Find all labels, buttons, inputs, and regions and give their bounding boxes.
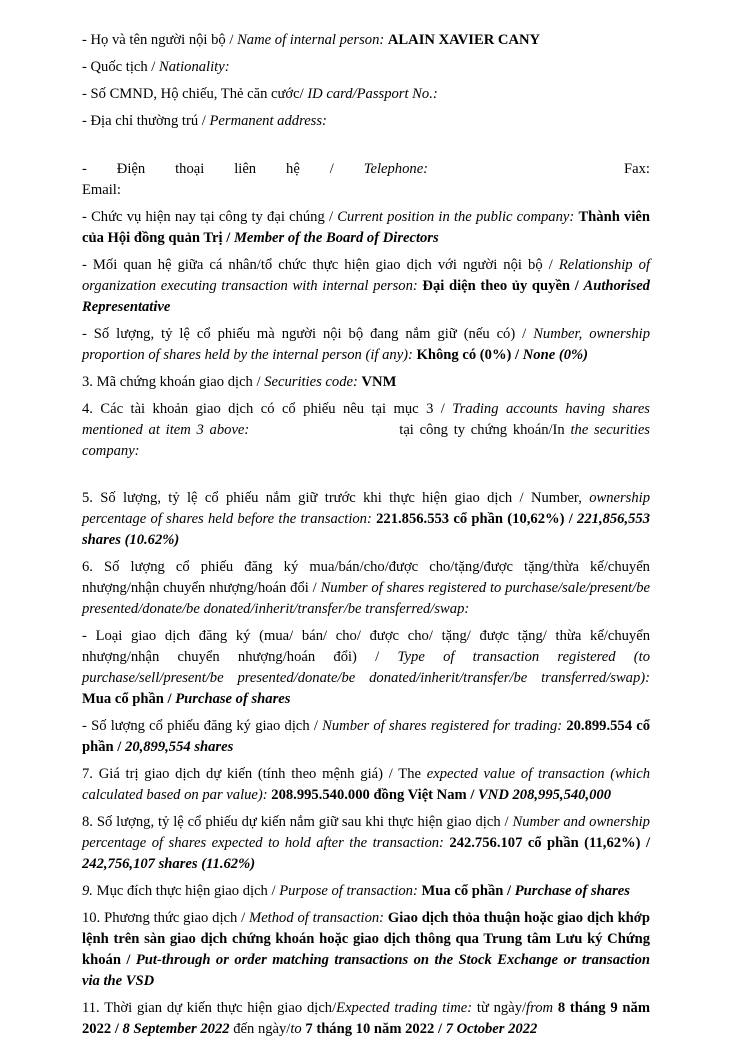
purpose-label-vi: Mục đích thực hiện giao dịch bbox=[96, 883, 268, 899]
slash-19: / bbox=[113, 739, 126, 755]
slash-29: / bbox=[434, 1021, 446, 1037]
item11-number: 11. bbox=[82, 1000, 100, 1016]
accounts-label-vi: Các tài khoản giao dịch có cổ phiếu nêu tại mục 3 bbox=[100, 401, 434, 417]
slash-3: / bbox=[198, 113, 210, 129]
registered-trading-label-vi: - Số lượng cổ phiếu đăng ký giao dịch bbox=[82, 718, 310, 734]
slash-13: / bbox=[512, 490, 531, 506]
from-label-vi: từ ngày/ bbox=[476, 1000, 527, 1016]
field-id-card bbox=[82, 84, 650, 105]
item9-number: 9. bbox=[82, 883, 93, 899]
before-label-en-plain: Number, bbox=[530, 490, 582, 506]
slash-10: / bbox=[511, 347, 523, 363]
accounts-label-en: Trading accounts having shares mentioned at item 3 above: bbox=[82, 401, 650, 438]
slash-23: / bbox=[640, 835, 651, 851]
before-value-vi: 221.856.553 cổ phần (10,62%) bbox=[376, 511, 565, 527]
position-label-en: Current position in the public company: bbox=[337, 209, 575, 225]
relationship-value-en: Authorised Representative bbox=[82, 278, 650, 315]
slash-26: / bbox=[237, 910, 250, 926]
telephone-label-vi: - Điện thoại liên hệ bbox=[82, 161, 300, 177]
position-value-vi: Thành viên của Hội đồng quản Trị bbox=[82, 209, 650, 246]
purpose-label-en: Purpose of transaction: bbox=[279, 883, 418, 899]
field-relationship bbox=[82, 255, 650, 318]
slash-1: / bbox=[225, 32, 238, 48]
registered-trading-value-vi: 20.899.554 cổ phần bbox=[82, 718, 650, 755]
address-label-vi: - Địa chỉ thường trú bbox=[82, 113, 199, 129]
before-label-vi: Số lượng, tỷ lệ cổ phiếu nắm giữ trước khi thực hiện giao dịch bbox=[100, 490, 513, 506]
registered-label-en: Number of shares registered to purchase/sale/present/be presented/donate/be donated/inherit/transfer/be transferred/swap: bbox=[82, 580, 650, 617]
to-value-vi: 7 tháng 10 năm 2022 bbox=[305, 1021, 435, 1037]
id-label-vi: - Số CMND, Hộ chiếu, Thẻ căn cước/ bbox=[82, 86, 304, 102]
document-body bbox=[82, 30, 650, 1040]
expected-value-label-en: expected value of transaction (which calculated based on par value): bbox=[82, 766, 650, 803]
slash-24: / bbox=[267, 883, 280, 899]
field-shares-registered-for-trading bbox=[82, 716, 650, 758]
item-4-trading-accounts bbox=[82, 399, 650, 462]
item8-number: 8. bbox=[82, 814, 93, 830]
method-label-en: Method of transaction: bbox=[249, 910, 385, 926]
slash-28: / bbox=[111, 1021, 123, 1037]
address-label-en: Permanent address: bbox=[209, 113, 327, 129]
held-shares-value-vi: Không có (0%) bbox=[416, 347, 512, 363]
slash-27: / bbox=[120, 952, 136, 968]
name-label-en: Name of internal person: bbox=[237, 32, 385, 48]
slash-21: / bbox=[466, 787, 479, 803]
item-7-expected-value bbox=[82, 764, 650, 806]
securities-code-label-en: Securities code: bbox=[264, 374, 358, 390]
from-label-en: from bbox=[526, 1000, 554, 1016]
field-nationality bbox=[82, 57, 650, 78]
slash-11: / bbox=[252, 374, 265, 390]
nationality-label-vi: - Quốc tịch bbox=[82, 59, 148, 75]
to-value-en: 7 October 2022 bbox=[445, 1021, 538, 1037]
item6-number: 6. bbox=[82, 559, 93, 575]
item-9-purpose bbox=[82, 881, 650, 902]
item-5-shares-before-transaction bbox=[82, 488, 650, 551]
relationship-label-en: Relationship of organization executing transaction with internal person: bbox=[82, 257, 651, 294]
type-label-en: Type of transaction registered (to purchase/sell/present/be presented/donate/be donated/inherit/transfer/be transferred/swap): bbox=[82, 649, 650, 686]
item-6-shares-registered bbox=[82, 557, 650, 620]
registered-trading-label-en: Number of shares registered for trading: bbox=[322, 718, 563, 734]
after-value-vi: 242.756.107 cổ phần (11,62%) bbox=[449, 835, 641, 851]
slash-16: / bbox=[356, 649, 398, 665]
slash-25: / bbox=[503, 883, 515, 899]
slash-9: / bbox=[515, 326, 534, 342]
accounts-company-en: the securities company: bbox=[82, 422, 650, 459]
field-telephone bbox=[82, 159, 650, 180]
type-value-en: Purchase of shares bbox=[175, 691, 291, 707]
email-label: Email: bbox=[82, 182, 121, 198]
slash-14: / bbox=[564, 511, 578, 527]
type-label-vi: - Loại giao dịch đăng ký (mua/ bán/ cho/ được cho/ tặng/ được tặng/ thừa kế/chuyển nhượng/nhận chuyển nhượng/hoán đổi) bbox=[82, 628, 650, 665]
time-label-en: Expected trading time: bbox=[336, 1000, 473, 1016]
expected-value-label-en-plain: The bbox=[398, 766, 421, 782]
to-label-en: to bbox=[290, 1021, 302, 1037]
id-label-en: ID card/Passport No.: bbox=[307, 86, 438, 102]
before-label-en: ownership percentage of shares held before the transaction: bbox=[82, 490, 650, 527]
securities-code-label-vi: Mã chứng khoán giao dịch bbox=[96, 374, 253, 390]
slash-20: / bbox=[382, 766, 399, 782]
field-permanent-address bbox=[82, 111, 650, 132]
item7-number: 7. bbox=[82, 766, 93, 782]
after-label-vi: Số lượng, tỷ lệ cổ phiếu dự kiến nắm giữ sau khi thực hiện giao dịch bbox=[96, 814, 501, 830]
name-label-vi: - Họ và tên người nội bộ bbox=[82, 32, 226, 48]
method-value-vi: Giao dịch thỏa thuận hoặc giao dịch khớp lệnh trên sàn giao dịch chứng khoán hoặc giao dịch thông qua Trung tâm Lưu ký Chứng khoán bbox=[82, 910, 650, 968]
slash-12: / bbox=[433, 401, 453, 417]
slash-7: / bbox=[542, 257, 559, 273]
item4-number: 4. bbox=[82, 401, 93, 417]
item-8-shares-after-transaction bbox=[82, 812, 650, 875]
position-label-vi: - Chức vụ hiện nay tại công ty đại chúng bbox=[82, 209, 325, 225]
time-label-vi: Thời gian dự kiến thực hiện giao dịch/ bbox=[104, 1000, 337, 1016]
item-10-method-of-transaction bbox=[82, 908, 650, 992]
relationship-value-vi: Đại diện theo ủy quyền bbox=[422, 278, 571, 294]
to-label-vi: đến ngày/ bbox=[233, 1021, 291, 1037]
type-value-vi: Mua cổ phần bbox=[82, 691, 164, 707]
fax-label: Fax: bbox=[624, 161, 650, 177]
slash-4: / bbox=[299, 161, 364, 177]
held-shares-value-en: None (0%) bbox=[522, 347, 589, 363]
slash-15: / bbox=[308, 580, 321, 596]
item5-number: 5. bbox=[82, 490, 93, 506]
position-value-en: Member of the Board of Directors bbox=[233, 230, 439, 246]
name-value: ALAIN XAVIER CANY bbox=[387, 32, 541, 48]
from-value-en: 8 September 2022 bbox=[122, 1021, 230, 1037]
slash-18: / bbox=[309, 718, 323, 734]
field-shares-held-by-internal-person bbox=[82, 324, 650, 366]
item-3-securities-code bbox=[82, 372, 650, 393]
accounts-company-vi: tại công ty chứng khoán/In bbox=[399, 422, 565, 438]
from-value-vi: 8 tháng 9 năm 2022 bbox=[82, 1000, 650, 1037]
item10-number: 10. bbox=[82, 910, 101, 926]
item3-number: 3. bbox=[82, 374, 93, 390]
slash-5: / bbox=[324, 209, 338, 225]
field-email bbox=[82, 180, 650, 201]
expected-value-en: VND 208,995,540,000 bbox=[478, 787, 612, 803]
method-label-vi: Phương thức giao dịch bbox=[104, 910, 238, 926]
slash-2: / bbox=[147, 59, 160, 75]
field-current-position bbox=[82, 207, 650, 249]
expected-value-label-vi: Giá trị giao dịch dự kiến (tính theo mệnh giá) bbox=[98, 766, 383, 782]
nationality-label-en: Nationality: bbox=[159, 59, 230, 75]
purpose-value-en: Purchase of shares bbox=[514, 883, 630, 899]
field-name-internal-person bbox=[82, 30, 650, 51]
slash-22: / bbox=[500, 814, 513, 830]
slash-6: / bbox=[222, 230, 234, 246]
purpose-value-vi: Mua cổ phần bbox=[421, 883, 504, 899]
registered-trading-value-en: 20,899,554 shares bbox=[125, 739, 234, 755]
item-11-expected-trading-time bbox=[82, 998, 650, 1040]
slash-17: / bbox=[163, 691, 176, 707]
securities-code-value: VNM bbox=[361, 374, 397, 390]
before-value-en: 221,856,553 shares (10.62%) bbox=[82, 511, 651, 548]
relationship-label-vi: - Mối quan hệ giữa cá nhân/tổ chức thực hiện giao dịch với người nội bộ bbox=[82, 257, 543, 273]
spacer-line bbox=[82, 138, 650, 159]
held-shares-label-vi: - Số lượng, tỷ lệ cổ phiếu mà người nội bộ đang nắm giữ (nếu có) bbox=[82, 326, 516, 342]
held-shares-label-en: Number, ownership proportion of shares held by the internal person (if any): bbox=[82, 326, 651, 363]
field-type-of-transaction bbox=[82, 626, 650, 710]
expected-value-vi: 208.995.540.000 đồng Việt Nam bbox=[271, 787, 467, 803]
registered-label-vi: Số lượng cổ phiếu đăng ký mua/bán/cho/được cho/tặng/được tặng/thừa kế/chuyển nhượng/nhận chuyển nhượng/hoán đổi bbox=[82, 559, 650, 596]
after-value-en: 242,756,107 shares (11.62%) bbox=[82, 856, 256, 872]
method-value-en: Put-through or order matching transactions on the Stock Exchange or transaction via the VSD bbox=[82, 952, 650, 989]
slash-8: / bbox=[570, 278, 584, 294]
after-label-en: Number and ownership percentage of shares expected to hold after the transaction: bbox=[82, 814, 650, 851]
telephone-label-en: Telephone: bbox=[363, 161, 429, 177]
